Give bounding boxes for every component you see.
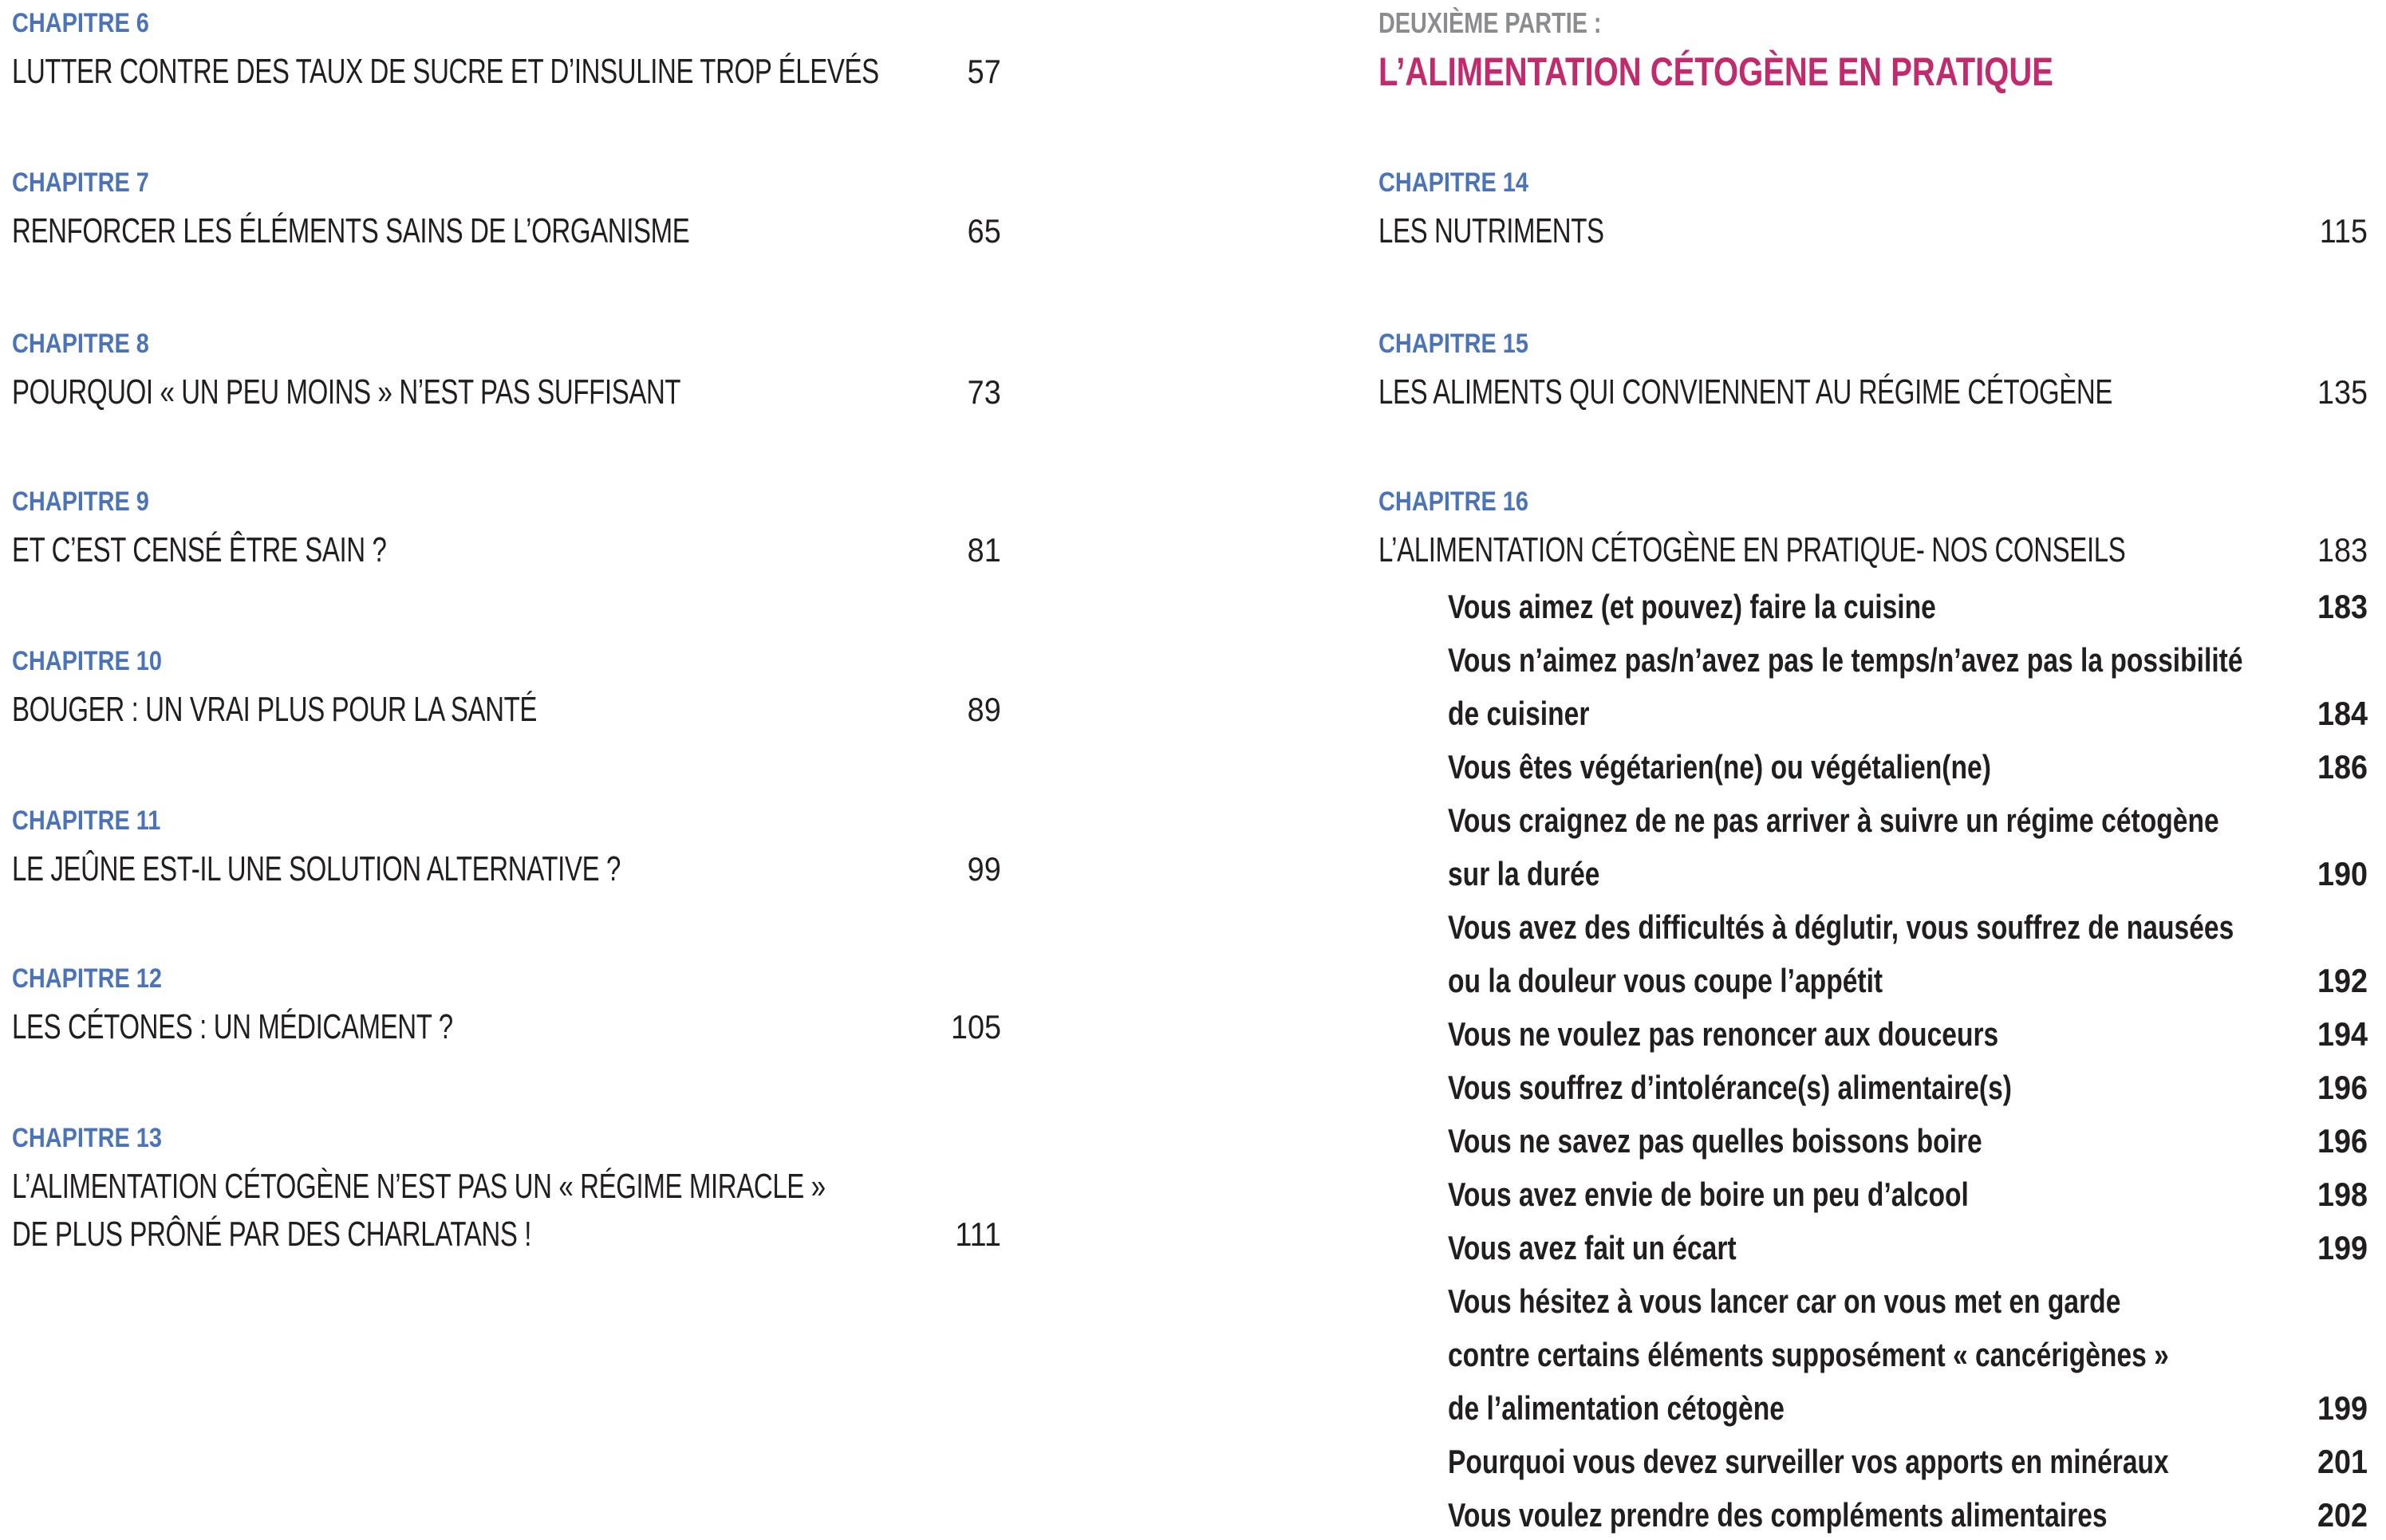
subentry-text: ou la douleur vous coupe l’appétit <box>1448 962 1883 999</box>
subentry-row <box>1448 1168 2368 1221</box>
toc-chapter <box>12 327 1001 416</box>
subentry-list <box>1378 580 2368 1540</box>
page-number: 183 <box>2317 588 2368 625</box>
page-number: 81 <box>967 531 1001 569</box>
page-number: 190 <box>2317 855 2368 892</box>
chapter-title-text: POURQUOI « UN PEU MOINS » N’EST PAS SUFFISANT <box>12 372 681 412</box>
subentry-text: de l’alimentation cétogène <box>1448 1389 1785 1427</box>
chapter-title-rows <box>12 1163 1001 1258</box>
chapter-title-text: LUTTER CONTRE DES TAUX DE SUCRE ET D’INSULINE TROP ÉLEVÉS <box>12 52 879 91</box>
subentry-row <box>1448 1114 2368 1168</box>
toc-chapter <box>1378 485 2368 1540</box>
toc-chapter <box>12 1121 1001 1258</box>
chapter-title-row <box>1378 368 2368 416</box>
page-number: 111 <box>955 1215 1001 1253</box>
part-title-text: L’ALIMENTATION CÉTOGÈNE EN PRATIQUE <box>1378 49 2053 94</box>
page-number: 57 <box>967 53 1001 90</box>
page-number: 198 <box>2317 1176 2368 1213</box>
chapter-title-text: DE PLUS PRÔNÉ PAR DES CHARLATANS ! <box>12 1215 532 1254</box>
toc-chapter <box>12 962 1001 1051</box>
subentry-row <box>1448 1221 2368 1274</box>
chapter-label-text: CHAPITRE 8 <box>12 329 149 359</box>
chapter-title-row <box>12 207 1001 255</box>
chapter-title-text: LES ALIMENTS QUI CONVIENNENT AU RÉGIME CÉTOGÈNE <box>1378 372 2113 412</box>
chapter-title-rows <box>12 686 1001 734</box>
subentry-text: Vous avez envie de boire un peu d’alcool <box>1448 1176 1969 1213</box>
chapter-title-rows <box>1378 526 2368 574</box>
chapter-title-text: LES NUTRIMENTS <box>1378 211 1604 250</box>
page-number: 199 <box>2317 1389 2368 1427</box>
subentry-row <box>1448 740 2368 794</box>
page-number: 65 <box>967 212 1001 250</box>
chapter-label <box>1378 166 2368 199</box>
subentry-row <box>1448 580 2368 633</box>
chapter-title-rows <box>12 1003 1001 1051</box>
subentry-text: Vous êtes végétarien(ne) ou végétalien(ne) <box>1448 748 1991 786</box>
subentry-text: contre certains éléments supposément « cancérigènes » <box>1448 1336 2169 1373</box>
chapter-title-text: LE JEÛNE EST-IL UNE SOLUTION ALTERNATIVE ? <box>12 849 621 888</box>
subentry-text: Vous ne savez pas quelles boissons boire <box>1448 1122 1982 1160</box>
chapter-label-text: CHAPITRE 15 <box>1378 329 1528 359</box>
chapter-label <box>12 1121 1001 1155</box>
subentry-text: Vous avez des difficultés à déglutir, vous souffrez de nausées <box>1448 908 2234 946</box>
subentry-row <box>1448 1435 2368 1488</box>
chapter-label-text: CHAPITRE 9 <box>12 486 149 517</box>
subentry-text: Pourquoi vous devez surveiller vos apports en minéraux <box>1448 1443 2169 1480</box>
chapter-title-text: BOUGER : UN VRAI PLUS POUR LA SANTÉ <box>12 690 538 729</box>
chapter-label <box>12 804 1001 837</box>
subentry-row <box>1448 954 2368 1007</box>
chapter-title-row <box>12 845 1001 893</box>
subentry-text: Vous craignez de ne pas arriver à suivre un régime cétogène <box>1448 802 2219 839</box>
subentry-text: Vous ne voulez pas renoncer aux douceurs <box>1448 1015 1999 1053</box>
chapter-title-row <box>12 1003 1001 1051</box>
chapter-title-row <box>12 686 1001 734</box>
page-number: 184 <box>2317 695 2368 732</box>
subentry-row <box>1448 1328 2368 1381</box>
chapter-label-text: CHAPITRE 16 <box>1378 486 1528 517</box>
page-number: 194 <box>2317 1015 2368 1053</box>
chapter-title-row <box>12 1211 1001 1258</box>
chapter-label <box>12 485 1001 518</box>
page-number: 199 <box>2317 1229 2368 1266</box>
chapter-title-text: L’ALIMENTATION CÉTOGÈNE EN PRATIQUE- NOS CONSEILS <box>1378 530 2126 569</box>
page-number: 73 <box>967 373 1001 411</box>
subentry-text: sur la durée <box>1448 855 1600 892</box>
page-number: 202 <box>2317 1496 2368 1534</box>
toc-chapter <box>12 485 1001 574</box>
subentry-row <box>1448 1381 2368 1435</box>
subentry-row <box>1448 900 2368 954</box>
chapter-title-rows <box>12 526 1001 574</box>
subentry-row <box>1448 1007 2368 1061</box>
part-label <box>1378 6 1657 40</box>
page-number: 99 <box>967 850 1001 888</box>
chapter-label <box>12 327 1001 360</box>
chapter-title-row <box>12 368 1001 416</box>
chapter-title-rows <box>12 368 1001 416</box>
page-number: 115 <box>2319 212 2368 250</box>
chapter-title-rows <box>1378 368 2368 416</box>
page-number: 196 <box>2317 1122 2368 1160</box>
page-number: 183 <box>2317 531 2368 569</box>
subentry-text: de cuisiner <box>1448 695 1590 732</box>
part-label-text: DEUXIÈME PARTIE : <box>1378 6 1602 39</box>
subentry-text: Vous hésitez à vous lancer car on vous met en garde <box>1448 1282 2121 1320</box>
toc-left-column <box>12 0 1001 1540</box>
chapter-label <box>12 962 1001 995</box>
chapter-label <box>12 166 1001 199</box>
chapter-title-rows <box>12 207 1001 255</box>
chapter-label-text: CHAPITRE 6 <box>12 8 149 38</box>
chapter-label-text: CHAPITRE 13 <box>12 1123 162 1153</box>
chapter-label <box>12 6 1001 40</box>
chapter-label <box>1378 485 2368 518</box>
toc-right-column <box>1378 0 2368 1540</box>
chapter-label-text: CHAPITRE 11 <box>12 805 161 836</box>
subentry-row <box>1448 687 2368 740</box>
chapter-label-text: CHAPITRE 14 <box>1378 167 1528 198</box>
subentry-text: Vous avez fait un écart <box>1448 1229 1737 1266</box>
chapter-title-row <box>12 1163 1001 1211</box>
chapter-title-rows <box>12 48 1001 96</box>
chapter-title-text: RENFORCER LES ÉLÉMENTS SAINS DE L’ORGANISME <box>12 211 690 250</box>
chapter-title-text: LES CÉTONES : UN MÉDICAMENT ? <box>12 1007 453 1046</box>
page-number: 196 <box>2317 1069 2368 1106</box>
chapter-title-rows <box>12 845 1001 893</box>
chapter-title-row <box>1378 526 2368 574</box>
page-number: 201 <box>2317 1443 2368 1480</box>
chapter-title-rows <box>1378 207 2368 255</box>
chapter-title-row <box>12 48 1001 96</box>
page-number: 135 <box>2317 373 2368 411</box>
chapter-title-text: L’ALIMENTATION CÉTOGÈNE N’EST PAS UN « RÉGIME MIRACLE » <box>12 1167 826 1206</box>
chapter-label <box>1378 327 2368 360</box>
subentry-text: Vous n’aimez pas/n’avez pas le temps/n’avez pas la possibilité <box>1448 641 2243 679</box>
chapter-title-row <box>1378 207 2368 255</box>
toc-chapter <box>12 166 1001 255</box>
subentry-row <box>1448 1274 2368 1328</box>
subentry-row <box>1448 1488 2368 1540</box>
subentry-row <box>1448 794 2368 847</box>
chapter-title-row <box>12 526 1001 574</box>
toc-chapter <box>1378 327 2368 416</box>
part-title <box>1378 49 2222 94</box>
subentry-text: Vous voulez prendre des compléments alimentaires <box>1448 1496 2108 1534</box>
chapter-label-text: CHAPITRE 10 <box>12 646 162 676</box>
toc-chapter <box>12 6 1001 96</box>
chapter-label-text: CHAPITRE 12 <box>12 963 162 994</box>
toc-chapter <box>12 644 1001 734</box>
chapter-title-text: ET C’EST CENSÉ ÊTRE SAIN ? <box>12 530 387 569</box>
subentry-row <box>1448 1061 2368 1114</box>
subentry-row <box>1448 847 2368 900</box>
subentry-text: Vous souffrez d’intolérance(s) alimentaire(s) <box>1448 1069 2012 1106</box>
chapter-label-text: CHAPITRE 7 <box>12 167 149 198</box>
toc-chapter <box>12 804 1001 893</box>
page-number: 105 <box>950 1008 1001 1046</box>
page-number: 186 <box>2317 748 2368 786</box>
subentry-row <box>1448 633 2368 687</box>
page-number: 192 <box>2317 962 2368 999</box>
page-number: 89 <box>967 691 1001 728</box>
toc-chapter <box>1378 166 2368 255</box>
subentry-text: Vous aimez (et pouvez) faire la cuisine <box>1448 588 1936 625</box>
chapter-label <box>12 644 1001 678</box>
